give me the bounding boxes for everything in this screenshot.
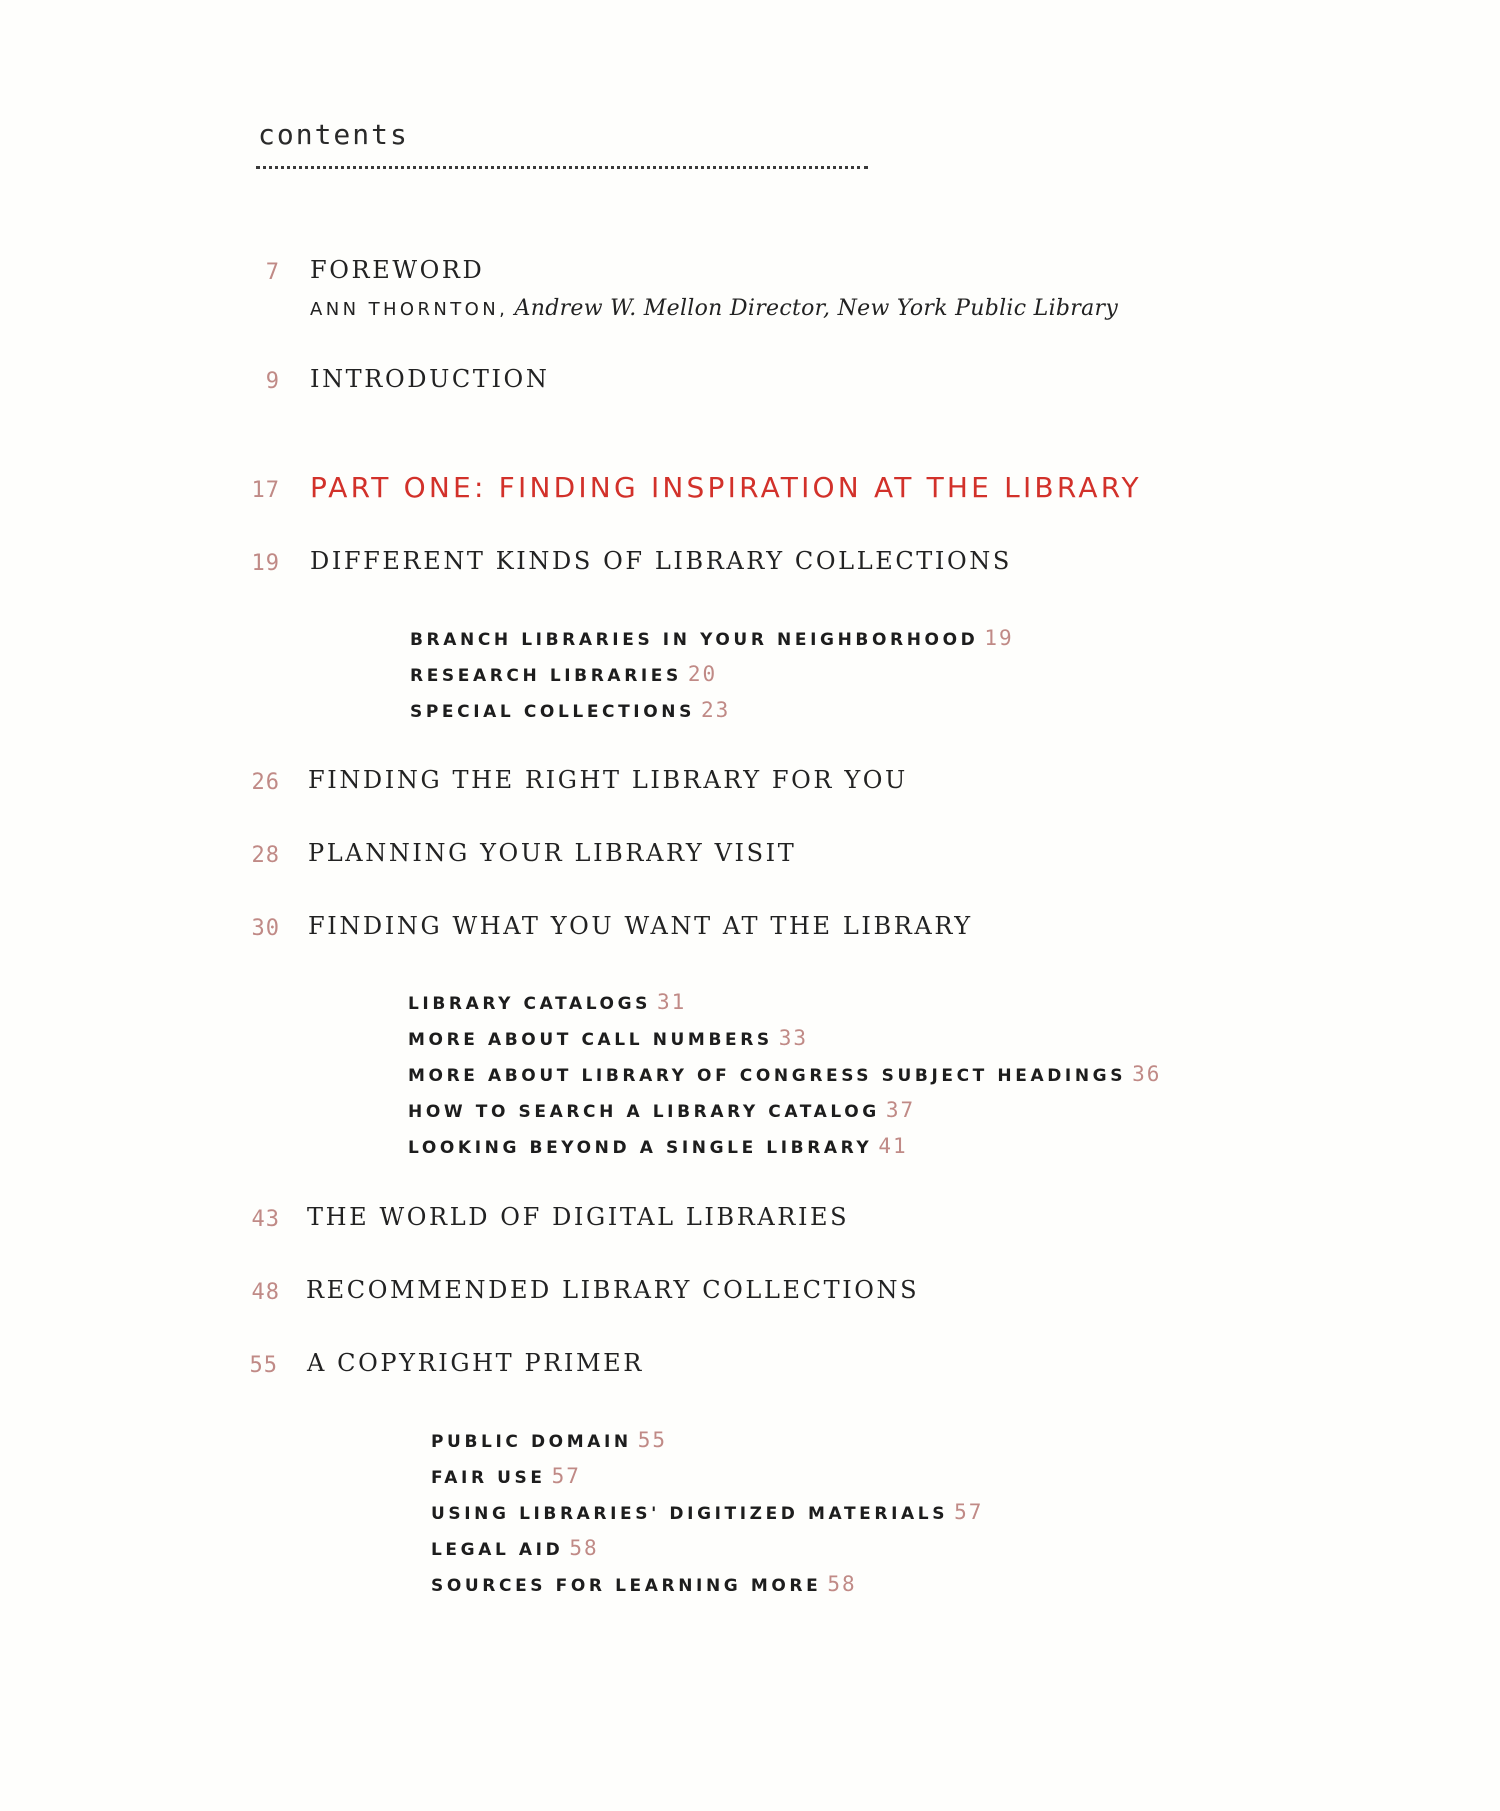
page-number: 17	[251, 478, 280, 503]
entry-title: DIFFERENT KINDS OF LIBRARY COLLECTIONS	[310, 547, 1012, 575]
dotted-rule	[256, 166, 868, 169]
toc-subentry	[408, 1062, 1161, 1086]
subentry-title: LIBRARY CATALOGS	[408, 994, 651, 1014]
toc-subentry	[410, 698, 730, 722]
entry-title: INTRODUCTION	[310, 365, 550, 393]
toc-subentry	[408, 1098, 915, 1122]
toc-subentry	[431, 1464, 581, 1488]
toc-subentry	[431, 1572, 857, 1596]
entry-title: RECOMMENDED LIBRARY COLLECTIONS	[306, 1276, 920, 1304]
toc-subentry	[410, 626, 1014, 650]
entry-title: FINDING THE RIGHT LIBRARY FOR YOU	[308, 766, 908, 794]
subentry-title: LOOKING BEYOND A SINGLE LIBRARY	[408, 1138, 873, 1158]
page-number: 43	[251, 1207, 280, 1232]
page-number: 9	[265, 369, 280, 394]
page-number: 30	[251, 916, 280, 941]
subentry-page: 33	[778, 1026, 809, 1050]
page-number: 55	[249, 1353, 278, 1378]
subentry-page: 20	[687, 662, 718, 686]
toc-subentry	[431, 1500, 983, 1524]
subentry-title: RESEARCH LIBRARIES	[410, 666, 682, 686]
toc-subentry	[408, 1026, 808, 1050]
toc-subentry	[410, 662, 717, 686]
subentry-page: 31	[656, 990, 687, 1014]
subentry-title: SPECIAL COLLECTIONS	[410, 702, 695, 722]
foreword-author-role: Andrew W. Mellon Director, New York Public Library	[514, 296, 1119, 321]
subentry-title: MORE ABOUT CALL NUMBERS	[408, 1030, 773, 1050]
subentry-title: MORE ABOUT LIBRARY OF CONGRESS SUBJECT HEADINGS	[408, 1066, 1127, 1086]
subentry-page: 58	[569, 1536, 599, 1560]
page-number: 7	[265, 260, 280, 285]
contents-heading: contents	[258, 118, 409, 151]
entry-title: FOREWORD	[310, 256, 485, 284]
foreword-byline	[310, 296, 1118, 321]
toc-subentry	[408, 1134, 908, 1158]
subentry-page: 23	[700, 698, 731, 722]
page-number: 28	[251, 843, 280, 868]
subentry-page: 41	[878, 1134, 908, 1158]
subentry-page: 57	[551, 1464, 581, 1488]
subentry-title: LEGAL AID	[431, 1540, 564, 1560]
toc-subentry	[431, 1536, 599, 1560]
entry-title: A COPYRIGHT PRIMER	[307, 1349, 644, 1377]
subentry-page: 37	[885, 1098, 916, 1122]
entry-title: PLANNING YOUR LIBRARY VISIT	[308, 839, 797, 867]
subentry-page: 57	[954, 1500, 984, 1524]
page-number: 26	[251, 770, 280, 795]
subentry-title: HOW TO SEARCH A LIBRARY CATALOG	[408, 1102, 880, 1122]
subentry-page: 55	[637, 1428, 668, 1452]
subentry-title: SOURCES FOR LEARNING MORE	[431, 1576, 822, 1596]
subentry-page: 19	[984, 626, 1014, 650]
entry-title: FINDING WHAT YOU WANT AT THE LIBRARY	[308, 912, 973, 940]
subentry-title: USING LIBRARIES' DIGITIZED MATERIALS	[431, 1504, 949, 1524]
page-number: 48	[251, 1280, 280, 1305]
subentry-title: PUBLIC DOMAIN	[431, 1432, 632, 1452]
entry-title: THE WORLD OF DIGITAL LIBRARIES	[307, 1203, 850, 1231]
foreword-author: ANN THORNTON,	[310, 299, 509, 320]
part-title: PART ONE: FINDING INSPIRATION AT THE LIBRARY	[310, 471, 1142, 504]
toc-subentry	[408, 990, 686, 1014]
subentry-title: FAIR USE	[431, 1468, 546, 1488]
toc-subentry	[431, 1428, 667, 1452]
page-number: 19	[251, 551, 280, 576]
subentry-page: 36	[1132, 1062, 1162, 1086]
subentry-title: BRANCH LIBRARIES IN YOUR NEIGHBORHOOD	[410, 630, 979, 650]
subentry-page: 58	[827, 1572, 857, 1596]
